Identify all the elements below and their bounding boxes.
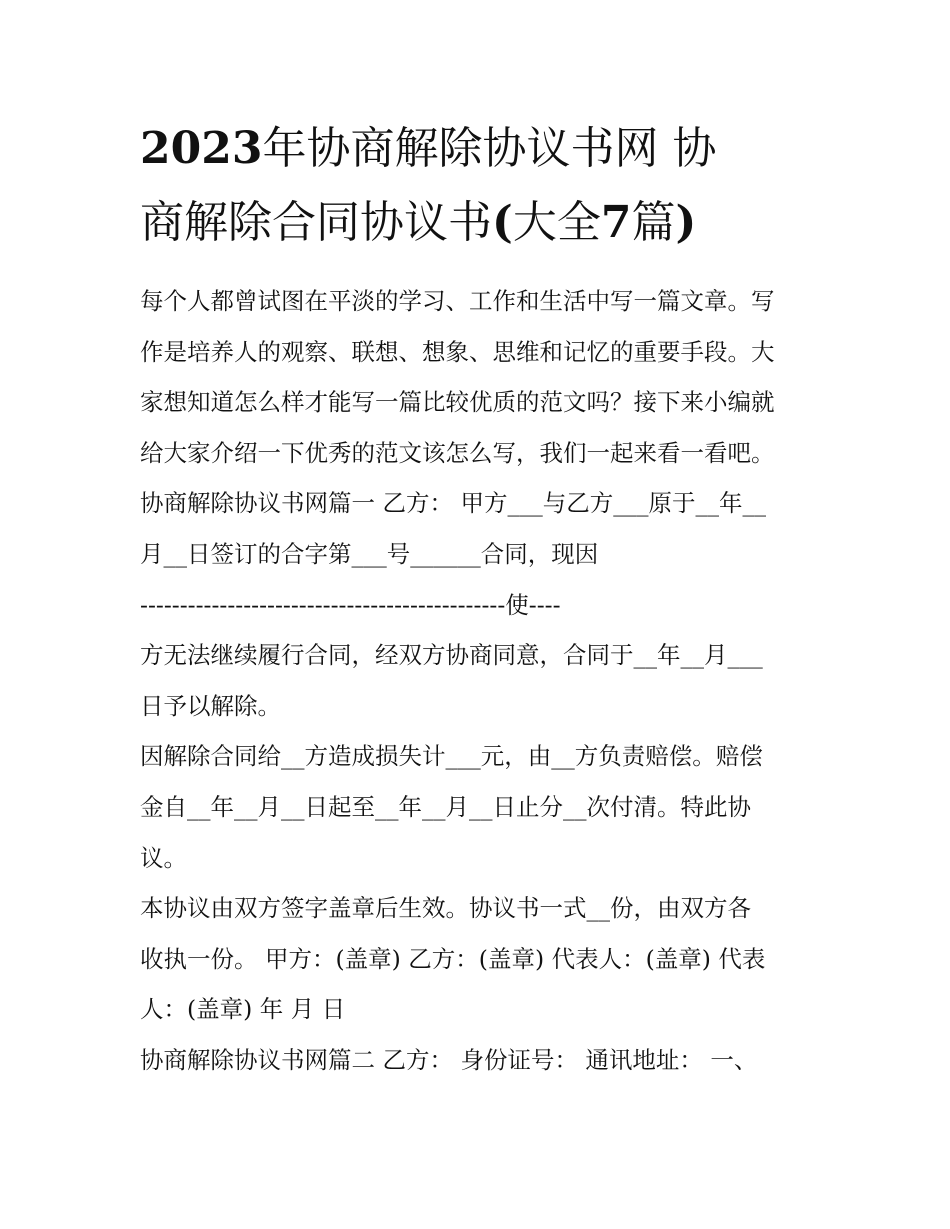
title-line-2-c: 大全 — [512, 197, 601, 248]
body-line-4: 给大家介绍一下优秀的范文该怎么写，我们一起来看一看吧。 — [140, 438, 775, 467]
body-line-7-dashes: ----------------------------------------------使---- — [140, 590, 561, 619]
body-line-11: 金自__年__月__日起至__年__月__日止分__次付清。特此协 — [140, 792, 751, 821]
title-line-2-d: 7 — [600, 197, 632, 248]
title-line-1 — [140, 112, 820, 186]
title-year: 2023 — [140, 123, 263, 174]
body-line-2: 作是培养人的观察、联想、想象、思维和记忆的重要手段。大 — [140, 337, 775, 366]
body-line-16: 协商解除协议书网篇二 乙方： 身份证号： 通讯地址： 一、 — [140, 1045, 758, 1074]
body-line-6: 月__日签订的合字第___号______合同，现因 — [140, 539, 599, 568]
body-line-13: 本协议由双方签字盖章后生效。协议书一式__份，由双方各 — [140, 894, 751, 923]
document-title — [140, 112, 820, 260]
title-line-1-text: 年协商解除协议书网 协 — [262, 123, 717, 174]
title-line-2-f: ) — [675, 197, 697, 248]
body-line-3: 家想知道怎么样才能写一篇比较优质的范文吗？接下来小编就 — [140, 388, 775, 417]
title-line-2 — [140, 186, 820, 260]
body-line-5: 协商解除协议书网篇一 乙方： 甲方___与乙方___原于__年__ — [140, 489, 766, 518]
body-line-12: 议。 — [140, 843, 187, 872]
body-line-8: 方无法继续履行合同，经双方协商同意，合同于__年__月___ — [140, 641, 763, 670]
title-line-2-a: 商解除合同协议书 — [140, 197, 492, 248]
body-line-10: 因解除合同给__方造成损失计___元，由__方负责赔偿。赔偿 — [140, 742, 763, 771]
title-line-2-b: ( — [492, 197, 513, 248]
title-line-2-e: 篇 — [631, 197, 676, 248]
body-line-14: 收执一份。 甲方：(盖章) 乙方：(盖章) 代表人：(盖章) 代表 — [140, 944, 766, 973]
body-line-9: 日予以解除。 — [140, 691, 281, 720]
document-body — [140, 276, 820, 1086]
body-line-1: 每个人都曾试图在平淡的学习、工作和生活中写一篇文章。写 — [140, 287, 775, 315]
body-line-15: 人：(盖章) 年 月 日 — [140, 995, 346, 1024]
